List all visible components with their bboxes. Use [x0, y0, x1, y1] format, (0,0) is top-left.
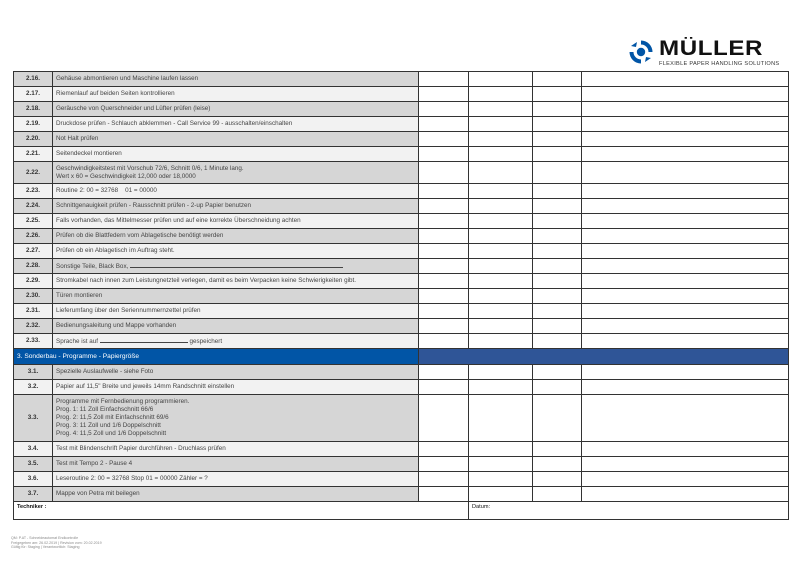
remarks-cell[interactable]: [582, 244, 789, 259]
step-description: Türen montieren: [53, 289, 419, 304]
step-description: Test mit Tempo 2 - Pause 4: [53, 457, 419, 472]
step-number: 2.22.: [14, 162, 53, 184]
step-description: Stromkabel nach innen zum Leistungnetzteil verlegen, damit es beim Verpacken keine Schwierigkeiten gibt.: [53, 274, 419, 289]
check-cell[interactable]: [419, 87, 469, 102]
step-description: Schnittgenauigkeit prüfen - Rausschnitt prüfen - 2-up Papier benutzen: [53, 199, 419, 214]
check-cell[interactable]: [469, 274, 533, 289]
remarks-cell[interactable]: [582, 289, 789, 304]
check-cell[interactable]: [419, 380, 469, 395]
step-description: [53, 162, 419, 184]
check-cell[interactable]: [469, 319, 533, 334]
step-description: [53, 259, 419, 274]
step-number: 3.1.: [14, 365, 53, 380]
check-cell[interactable]: [419, 259, 469, 274]
step-description-text: Sonstige Teile, Black Box,: [56, 263, 131, 270]
step-number: 2.29.: [14, 274, 53, 289]
check-cell[interactable]: [469, 365, 533, 380]
checklist-row: [14, 87, 789, 102]
check-cell[interactable]: [419, 184, 469, 199]
step-number: 3.6.: [14, 472, 53, 487]
step-description: Prüfen ob ein Ablagetisch im Auftrag steht.: [53, 244, 419, 259]
logo-tagline: FLEXIBLE PAPER HANDLING SOLUTIONS: [659, 61, 780, 67]
remarks-cell[interactable]: [582, 162, 789, 184]
step-number: 2.17.: [14, 87, 53, 102]
check-cell[interactable]: [419, 395, 469, 442]
check-cell[interactable]: [419, 289, 469, 304]
step-number: 2.19.: [14, 117, 53, 132]
check-cell[interactable]: [533, 244, 582, 259]
technician-label: Techniker :: [17, 504, 47, 510]
check-cell[interactable]: [419, 334, 469, 349]
checklist-row: [14, 365, 789, 380]
check-cell[interactable]: [533, 199, 582, 214]
remarks-cell[interactable]: [582, 334, 789, 349]
checklist-row: [14, 319, 789, 334]
check-cell[interactable]: [533, 334, 582, 349]
step-description: Test mit Blindenschrift Papier durchführen - Druchlass prüfen: [53, 442, 419, 457]
check-cell[interactable]: [469, 289, 533, 304]
step-number: 2.25.: [14, 214, 53, 229]
remarks-cell[interactable]: [582, 132, 789, 147]
signature-row: [14, 502, 789, 520]
remarks-cell[interactable]: [582, 442, 789, 457]
check-cell[interactable]: [419, 472, 469, 487]
check-cell[interactable]: [469, 304, 533, 319]
remarks-cell[interactable]: [582, 214, 789, 229]
step-number: 2.26.: [14, 229, 53, 244]
check-cell[interactable]: [419, 244, 469, 259]
step-description: Riemenlauf auf beiden Seiten kontrollieren: [53, 87, 419, 102]
remarks-cell[interactable]: [582, 457, 789, 472]
document-meta-footer: [11, 536, 102, 550]
step-description: Seitendeckel montieren: [53, 147, 419, 162]
check-cell[interactable]: [419, 147, 469, 162]
step-number: 3.2.: [14, 380, 53, 395]
check-cell[interactable]: [469, 102, 533, 117]
checklist-row: [14, 457, 789, 472]
step-description: Bedienungsaleitung und Mappe vorhanden: [53, 319, 419, 334]
check-cell[interactable]: [469, 457, 533, 472]
remarks-cell[interactable]: [582, 184, 789, 199]
remarks-cell[interactable]: [582, 395, 789, 442]
remarks-cell[interactable]: [582, 147, 789, 162]
step-description: Papier auf 11,5" Breite und jeweils 14mm Randschnitt einstellen: [53, 380, 419, 395]
checklist-row: [14, 289, 789, 304]
step-number: 2.33.: [14, 334, 53, 349]
step-description-line: Prog. 1: 11 Zoll Einfachschnitt 66/6: [56, 406, 154, 413]
step-description: [53, 395, 419, 442]
document-meta-line: QM: P.AT - Schneideautomat Endkontrolle: [11, 536, 79, 540]
check-cell[interactable]: [469, 199, 533, 214]
document-meta-line: Gültig für: Staging | Verantwortlich: Staging: [11, 545, 80, 550]
section-header-row: [14, 349, 789, 365]
checklist-row: [14, 117, 789, 132]
step-number: 2.23.: [14, 184, 53, 199]
checklist-row: [14, 147, 789, 162]
check-cell[interactable]: [419, 274, 469, 289]
section-title: 3. Sonderbau - Programme - Papiergröße: [14, 349, 419, 365]
check-cell[interactable]: [533, 102, 582, 117]
checklist-row: [14, 184, 789, 199]
checklist-row: [14, 72, 789, 87]
check-cell[interactable]: [469, 132, 533, 147]
check-cell[interactable]: [419, 199, 469, 214]
check-cell[interactable]: [469, 72, 533, 87]
step-description: Mappe von Petra mit beilegen: [53, 487, 419, 502]
remarks-cell[interactable]: [582, 487, 789, 502]
step-number: 2.21.: [14, 147, 53, 162]
checklist-sheet: [13, 71, 788, 520]
check-cell[interactable]: [533, 304, 582, 319]
check-cell[interactable]: [469, 229, 533, 244]
check-cell[interactable]: [533, 147, 582, 162]
step-description: Routine 2: 00 = 32768 01 = 00000: [53, 184, 419, 199]
check-cell[interactable]: [469, 487, 533, 502]
checklist-row: [14, 442, 789, 457]
check-cell[interactable]: [469, 395, 533, 442]
step-description-line: Prog. 3: 11 Zoll und 1/6 Doppelschnitt: [56, 422, 161, 429]
check-cell[interactable]: [419, 229, 469, 244]
remarks-cell[interactable]: [582, 102, 789, 117]
step-description-line: Prog. 4: 11,5 Zoll und 1/6 Doppelschnitt: [56, 430, 167, 437]
remarks-cell[interactable]: [582, 87, 789, 102]
step-description: Lieferumfang über den Seriennummernzettel prüfen: [53, 304, 419, 319]
check-cell[interactable]: [533, 229, 582, 244]
checklist-row: [14, 132, 789, 147]
check-cell[interactable]: [533, 214, 582, 229]
remarks-cell[interactable]: [582, 365, 789, 380]
step-number: 3.4.: [14, 442, 53, 457]
step-description: Gehäuse abmontieren und Maschine laufen lassen: [53, 72, 419, 87]
step-number: 2.24.: [14, 199, 53, 214]
check-cell[interactable]: [533, 162, 582, 184]
checklist-row: [14, 487, 789, 502]
step-description: Not Halt prüfen: [53, 132, 419, 147]
check-cell[interactable]: [469, 184, 533, 199]
check-cell[interactable]: [533, 365, 582, 380]
check-cell[interactable]: [533, 289, 582, 304]
check-cell[interactable]: [533, 72, 582, 87]
language-fill-in-line[interactable]: [100, 336, 188, 343]
checklist-row: [14, 395, 789, 442]
check-cell[interactable]: [419, 319, 469, 334]
check-cell[interactable]: [419, 132, 469, 147]
remarks-cell[interactable]: [582, 274, 789, 289]
step-number: 3.7.: [14, 487, 53, 502]
remarks-cell[interactable]: [582, 472, 789, 487]
check-cell[interactable]: [469, 380, 533, 395]
step-description: [53, 334, 419, 349]
checklist-row: [14, 199, 789, 214]
check-cell[interactable]: [469, 244, 533, 259]
checklist-row: [14, 334, 789, 349]
check-cell[interactable]: [533, 274, 582, 289]
step-description: Druckdose prüfen - Schlauch abklemmen - Call Service 99 - ausschalten/einschalten: [53, 117, 419, 132]
check-cell[interactable]: [469, 147, 533, 162]
date-label: Datum:: [472, 504, 491, 510]
step-number: 2.18.: [14, 102, 53, 117]
remarks-cell[interactable]: [582, 319, 789, 334]
step-number: 2.16.: [14, 72, 53, 87]
check-cell[interactable]: [419, 214, 469, 229]
check-cell[interactable]: [533, 487, 582, 502]
logo-brand-name: MÜLLER: [659, 37, 764, 60]
check-cell[interactable]: [469, 442, 533, 457]
check-cell[interactable]: [469, 87, 533, 102]
checklist-table: [13, 71, 789, 520]
check-cell[interactable]: [533, 117, 582, 132]
check-cell[interactable]: [533, 395, 582, 442]
check-cell[interactable]: [419, 72, 469, 87]
technician-field[interactable]: [14, 502, 469, 520]
checklist-row: [14, 259, 789, 274]
checklist-row: [14, 229, 789, 244]
check-cell[interactable]: [419, 102, 469, 117]
check-cell[interactable]: [533, 87, 582, 102]
step-description-line: Programme mit Fernbedienung programmieren.: [56, 398, 190, 405]
step-description: Prüfen ob die Blattfedern vom Ablagetische benötigt werden: [53, 229, 419, 244]
check-cell[interactable]: [533, 184, 582, 199]
step-description: Leseroutine 2: 00 = 32768 Stop 01 = 00000 Zähler = ?: [53, 472, 419, 487]
checklist-row: [14, 244, 789, 259]
check-cell[interactable]: [469, 162, 533, 184]
check-cell[interactable]: [469, 117, 533, 132]
check-cell[interactable]: [533, 259, 582, 274]
check-cell[interactable]: [419, 117, 469, 132]
company-logo: [628, 37, 780, 70]
check-cell[interactable]: [419, 457, 469, 472]
section-header-fill: [419, 349, 789, 365]
checklist-row: [14, 162, 789, 184]
mueller-swirl-logo-icon: [628, 39, 654, 65]
step-description-line: Prog. 2: 11,5 Zoll mit Einfachschnitt 69/6: [56, 414, 169, 421]
check-cell[interactable]: [419, 304, 469, 319]
step-number: 2.20.: [14, 132, 53, 147]
check-cell[interactable]: [419, 487, 469, 502]
step-description-text: gespeichert: [187, 338, 223, 345]
check-cell[interactable]: [469, 214, 533, 229]
check-cell[interactable]: [533, 442, 582, 457]
checklist-row: [14, 304, 789, 319]
date-field[interactable]: [469, 502, 789, 520]
check-cell[interactable]: [419, 442, 469, 457]
remarks-cell[interactable]: [582, 72, 789, 87]
step-number: 3.3.: [14, 395, 53, 442]
checklist-row: [14, 214, 789, 229]
check-cell[interactable]: [419, 365, 469, 380]
check-cell[interactable]: [469, 259, 533, 274]
check-cell[interactable]: [533, 457, 582, 472]
check-cell[interactable]: [533, 319, 582, 334]
step-description-text: Sprache ist auf: [56, 338, 100, 345]
check-cell[interactable]: [469, 334, 533, 349]
remarks-cell[interactable]: [582, 259, 789, 274]
step-number: 2.32.: [14, 319, 53, 334]
step-number: 2.31.: [14, 304, 53, 319]
document-meta-line: Freigegeben am: 26.02.2019 | Revision vom: 20.02.2019: [11, 540, 102, 545]
step-number: 2.28.: [14, 259, 53, 274]
check-cell[interactable]: [533, 132, 582, 147]
step-number: 3.5.: [14, 457, 53, 472]
remarks-cell[interactable]: [582, 380, 789, 395]
step-description: Falls vorhanden, das Mittelmesser prüfen und auf eine korrekte Überschneidung achten: [53, 214, 419, 229]
check-cell[interactable]: [469, 472, 533, 487]
step-description: Geräusche von Querschneider und Lüfter prüfen (leise): [53, 102, 419, 117]
remarks-cell[interactable]: [582, 304, 789, 319]
step-description-line: Wert x 60 = Geschwindigkeit 12,000 oder 18,0000: [56, 172, 196, 180]
step-description-line: Geschwindigkeitstest mit Vorschub 72/6, Schnitt 0/6, 1 Minute lang.: [56, 164, 244, 172]
check-cell[interactable]: [419, 162, 469, 184]
fill-in-blank-line[interactable]: [130, 261, 343, 268]
checklist-row: [14, 274, 789, 289]
remarks-cell[interactable]: [582, 117, 789, 132]
checklist-row: [14, 472, 789, 487]
step-number: 2.30.: [14, 289, 53, 304]
checklist-row: [14, 380, 789, 395]
remarks-cell[interactable]: [582, 229, 789, 244]
step-number: 2.27.: [14, 244, 53, 259]
check-cell[interactable]: [533, 472, 582, 487]
remarks-cell[interactable]: [582, 199, 789, 214]
checklist-row: [14, 102, 789, 117]
check-cell[interactable]: [533, 380, 582, 395]
step-description: Spezielle Auslaufwelle - siehe Foto: [53, 365, 419, 380]
